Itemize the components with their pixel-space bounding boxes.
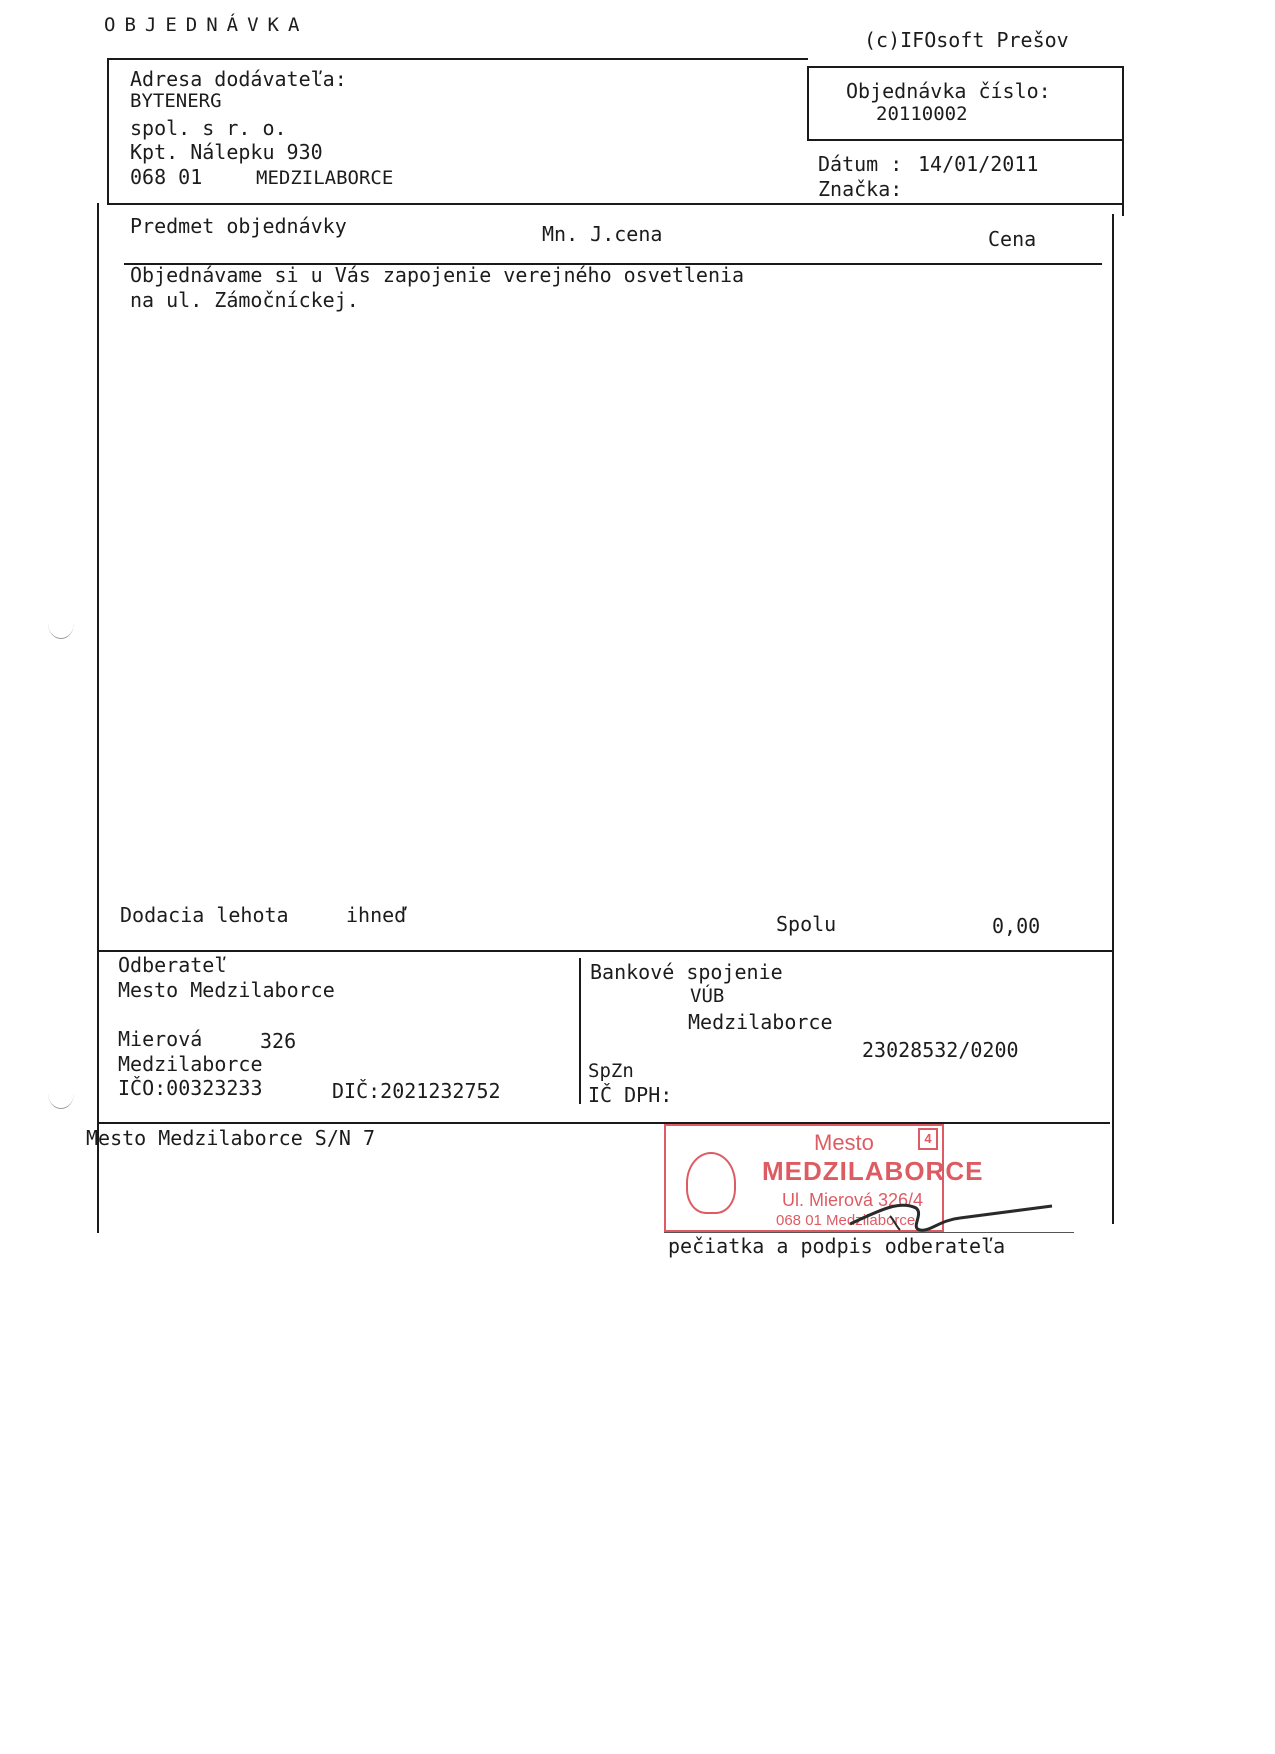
customer-dic: DIČ:2021232752 <box>332 1079 501 1103</box>
supplier-zip: 068 01 <box>130 165 203 189</box>
supplier-city: MEDZILABORCE <box>256 167 394 189</box>
order-date: 14/01/2011 <box>918 152 1039 176</box>
order-text-line-1: Objednávame si u Vás zapojenie verejného osvetlenia <box>130 263 745 287</box>
total-label: Spolu <box>776 912 837 936</box>
order-number: 20110002 <box>876 103 968 125</box>
supplier-name-2: spol. s r. o. <box>130 116 287 140</box>
frame-left-line <box>107 58 109 204</box>
document-title: OBJEDNÁVKA <box>104 14 309 36</box>
bottom-note: Mesto Medzilaborce S/N 7 <box>86 1126 375 1150</box>
punch-hole-mark <box>48 608 74 639</box>
customer-street-number: 326 <box>260 1029 297 1053</box>
order-text-line-2: na ul. Zámočníckej. <box>130 288 359 312</box>
customer-bank-divider <box>579 958 581 1104</box>
copyright-note: (c)IFOsoft Prešov <box>864 28 1069 52</box>
supplier-divider <box>107 203 1124 205</box>
coat-of-arms-icon <box>686 1152 736 1214</box>
punch-hole-mark <box>48 1078 74 1109</box>
customer-label: Odberateľ <box>118 953 227 977</box>
bank-label: Bankové spojenie <box>590 960 783 984</box>
order-box-bottom <box>807 139 1124 141</box>
stamp-line-1: Mesto <box>814 1130 874 1155</box>
frame-right-line <box>1122 66 1124 216</box>
order-number-label: Objednávka číslo: <box>846 79 1051 103</box>
stamp-line-4: 068 01 Medzilaborce <box>776 1212 916 1229</box>
order-mark-label: Značka: <box>818 177 903 201</box>
stamp-line-2: MEDZILABORCE <box>762 1156 984 1186</box>
bank-spzn: SpZn <box>588 1060 634 1082</box>
delivery-value: ihneď <box>346 903 407 927</box>
stamp-number: 4 <box>918 1128 938 1150</box>
items-subject-header: Predmet objednávky <box>130 214 347 238</box>
signature-label: pečiatka a podpis odberateľa <box>668 1234 1006 1258</box>
supplier-name: BYTENERG <box>130 90 222 112</box>
body-frame-left <box>97 203 99 1233</box>
items-qty-price-header: Mn. J.cena <box>542 222 663 246</box>
bank-name: VÚB <box>690 985 725 1007</box>
supplier-label: Adresa dodávateľa: <box>130 67 347 91</box>
bank-account: 23028532/0200 <box>862 1038 1019 1062</box>
order-date-label: Dátum : <box>818 152 903 176</box>
order-box-left <box>807 66 809 140</box>
customer-city: Medzilaborce <box>118 1052 263 1076</box>
customer-ico: IČO:00323233 <box>118 1076 263 1100</box>
customer-street: Mierová <box>118 1027 203 1051</box>
body-frame-right <box>1112 214 1114 1224</box>
stamp-line-3: Ul. Mierová 326/4 <box>782 1190 924 1210</box>
delivery-label: Dodacia lehota <box>120 903 289 927</box>
bank-ic-dph: IČ DPH: <box>588 1083 673 1107</box>
frame-top-line <box>108 58 808 60</box>
footer-divider <box>97 950 1114 952</box>
signature-line <box>664 1232 1074 1233</box>
bank-city: Medzilaborce <box>688 1010 833 1034</box>
items-price-header: Cena <box>988 227 1037 251</box>
frame-bottom-line <box>97 1122 1110 1124</box>
order-box-top <box>808 66 1124 68</box>
customer-name: Mesto Medzilaborce <box>118 978 335 1002</box>
supplier-street: Kpt. Nálepku 930 <box>130 140 323 164</box>
total-value: 0,00 <box>992 914 1041 938</box>
